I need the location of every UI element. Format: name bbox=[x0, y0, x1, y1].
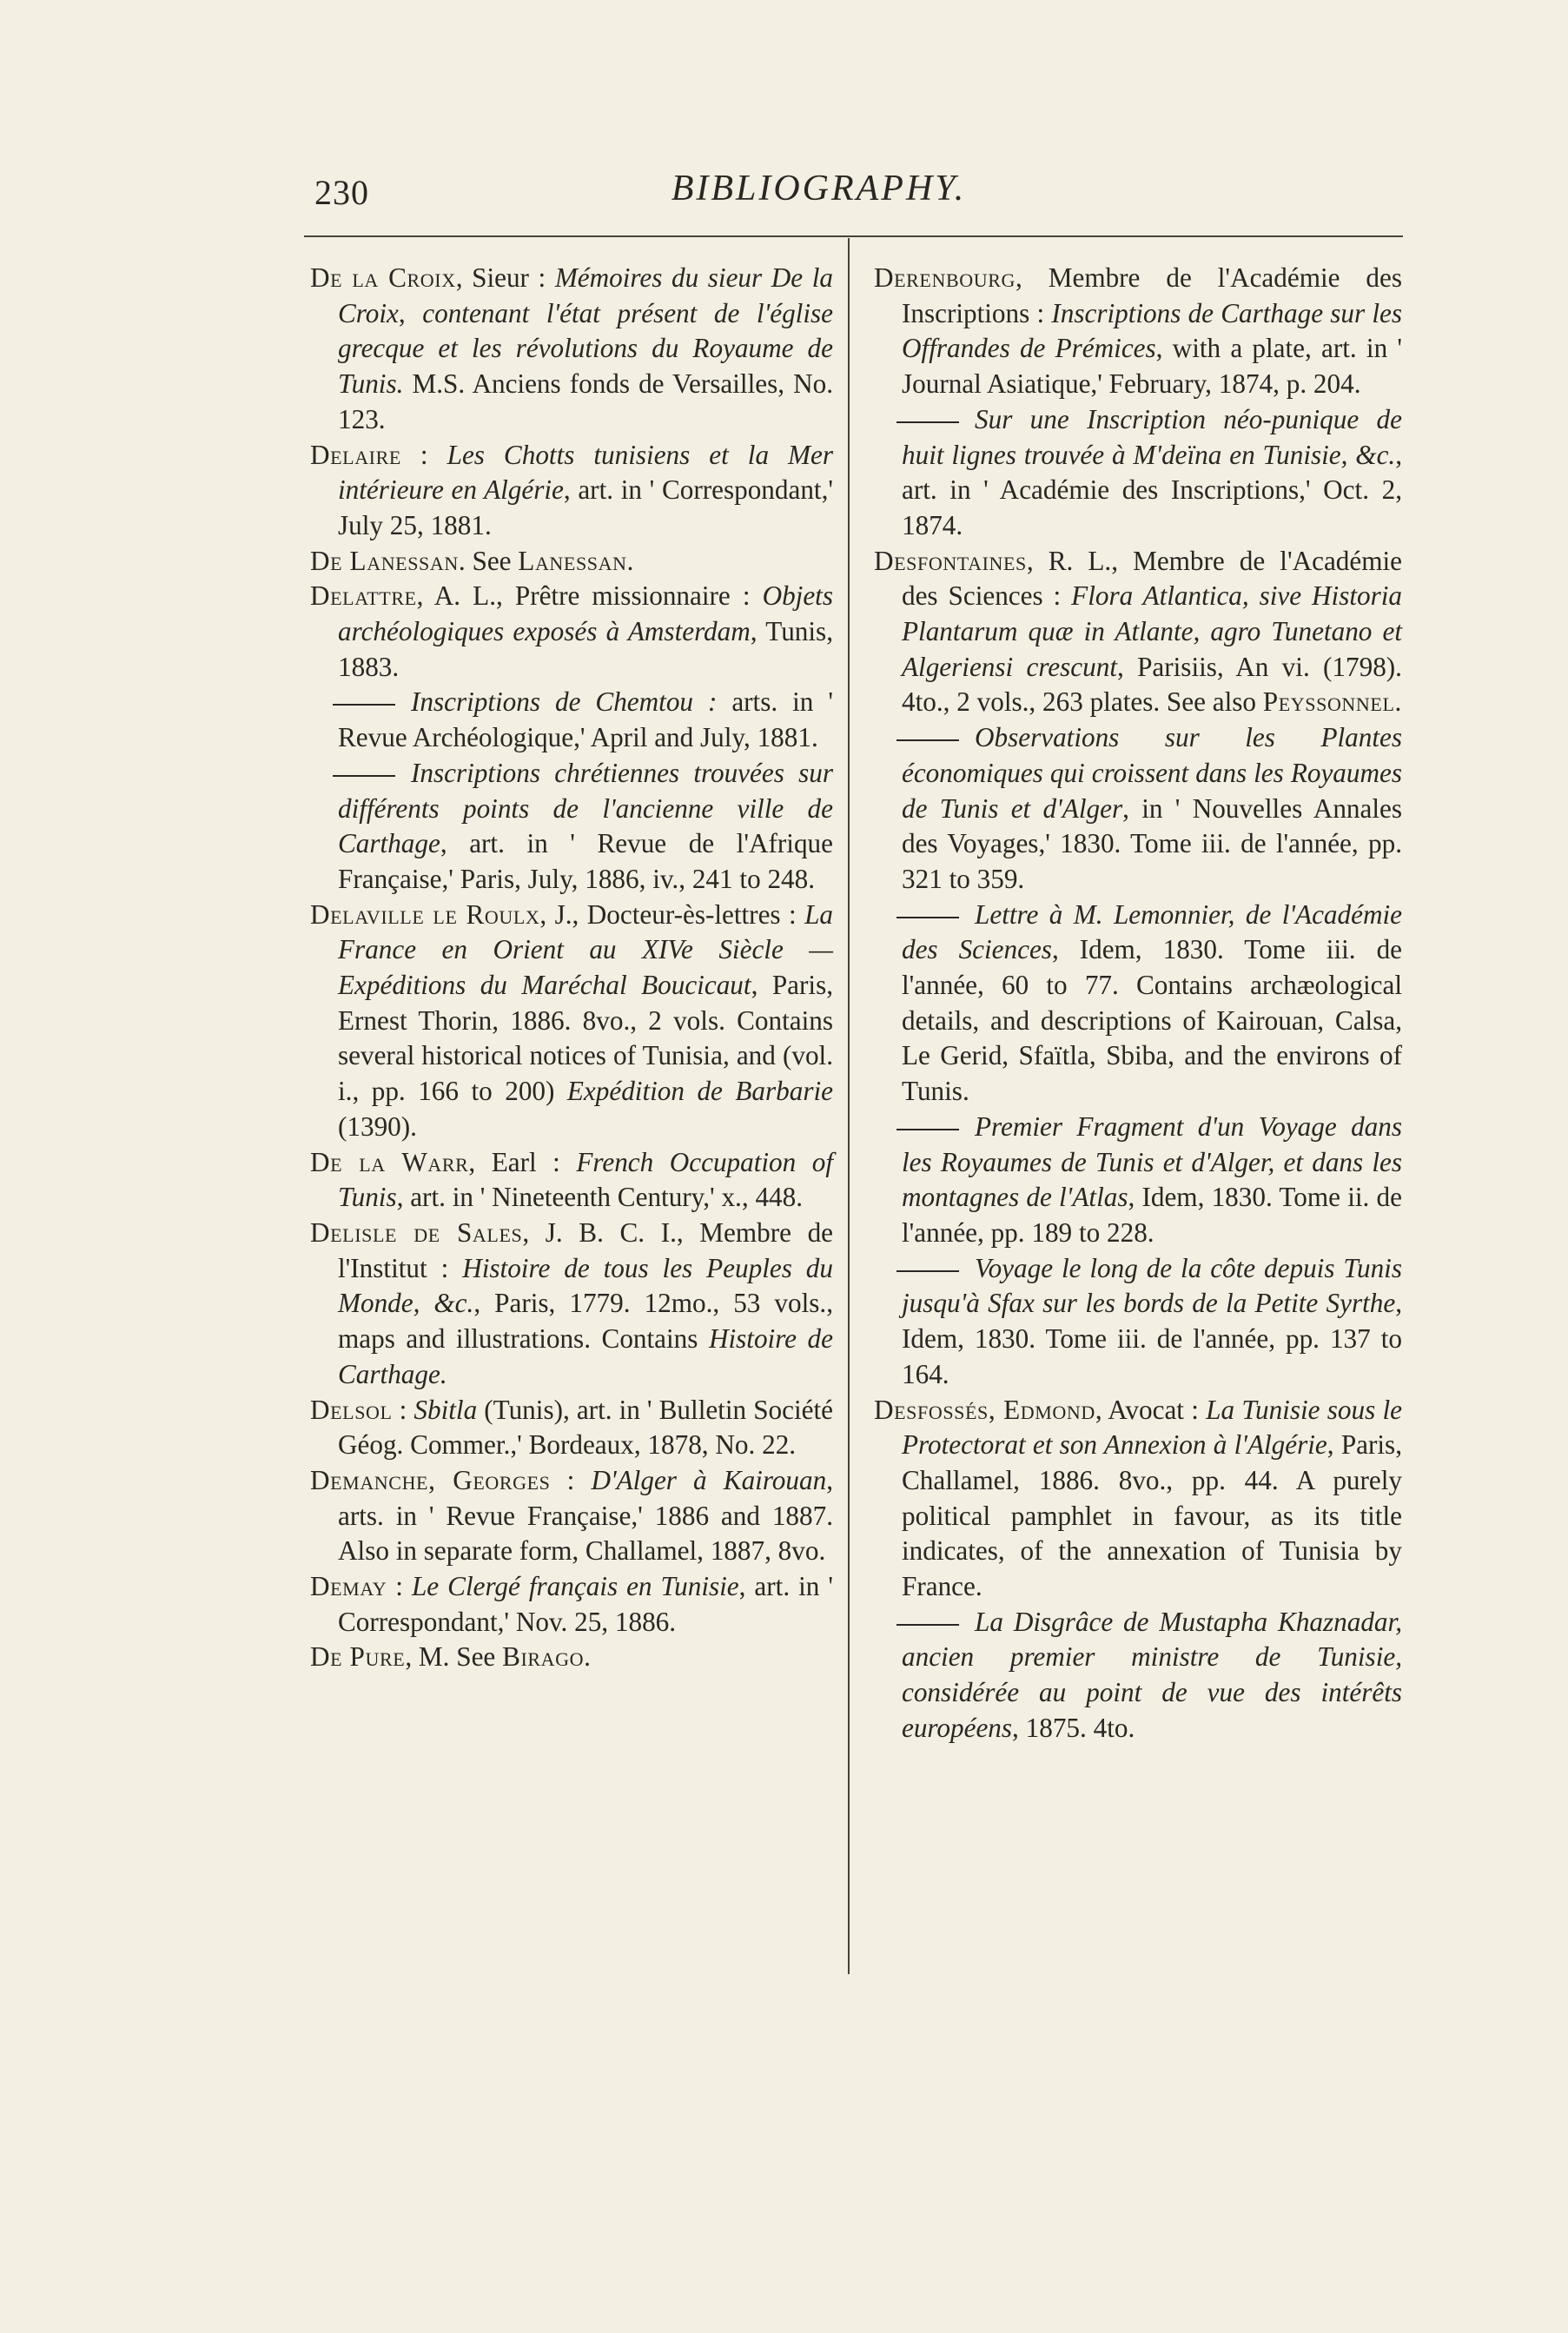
entry-text: , Paris, 1779. 12mo., 53 vols., maps and illustrations. Contains bbox=[338, 1288, 833, 1355]
entry-text: , Paris, Challamel, 1886. 8vo., pp. 44. A purely political pamphlet in favour, as its title indicates, of the annexation of Tunisia by France. bbox=[902, 1429, 1402, 1602]
entry-text: , arts. in ' Revue Française,' 1886 and 1887. Also in separate form, Challamel, 1887, 8vo. bbox=[338, 1464, 833, 1567]
entry-text: , Parisiis, An vi. (1798). 4to., 2 vols., 263 plates. See also bbox=[902, 651, 1402, 718]
column-divider bbox=[848, 238, 850, 1974]
entry-title: contenant l'état présent de l'église grecque et les révolutions du Royaume de Tunis. bbox=[338, 297, 833, 400]
bibliography-entry bbox=[310, 261, 833, 438]
entry-text: . See bbox=[458, 545, 519, 576]
entry-text: , art. in ' Correspondant,' July 25, 1881. bbox=[338, 474, 833, 540]
entry-text: , J., Docteur-ès-lettres : bbox=[539, 898, 805, 930]
entry-title: Sur une Inscription néo-punique de huit lignes trouvée à M'deïna en Tunisie, &c. bbox=[902, 403, 1402, 470]
bibliography-entry bbox=[310, 1640, 833, 1675]
entry-text: , with a plate, art. in ' Journal Asiatique,' February, 1874, p. 204. bbox=[902, 333, 1402, 400]
entry-title: Mémoires du sieur De la Croix bbox=[338, 262, 833, 328]
entry-author: Demanche, Georges bbox=[310, 1464, 551, 1495]
entry-text: , Paris, Ernest Thorin, 1886. 8vo., 2 vols. Contains several historical notices of Tunisia, and (vol. i., pp. 166 to 200) bbox=[338, 970, 834, 1107]
left-column bbox=[310, 261, 833, 1675]
entry-text: , 1875. 4to. bbox=[1012, 1712, 1135, 1743]
page-number: 230 bbox=[314, 173, 369, 212]
bibliography-sub-entry bbox=[874, 402, 1402, 544]
bibliography-sub-entry bbox=[874, 1251, 1402, 1393]
entry-text: , Idem, 1830. Tome ii. de l'année, pp. 189 to 228. bbox=[902, 1182, 1402, 1248]
entry-title: Expédition de Barbarie bbox=[566, 1076, 833, 1107]
entry-text: , J. B. C. I., Membre de l'Institut : bbox=[338, 1216, 834, 1283]
entry-text: , Sieur : bbox=[455, 262, 555, 293]
entry-title: La France en Orient au XIVe Siècle — Expéditions du Maréchal Boucicaut bbox=[338, 898, 834, 1001]
bibliography-sub-entry bbox=[874, 898, 1402, 1110]
entry-title: Histoire de tous les Peuples du Monde, &c. bbox=[338, 1252, 833, 1319]
running-head: BIBLIOGRAPHY. bbox=[671, 169, 967, 209]
entry-title: Flora Atlantica, sive Historia Plantarum quæ in Atlante, agro Tunetano et Algeriensi crescunt bbox=[902, 580, 1402, 682]
entry-author: Desfontaines bbox=[874, 545, 1027, 576]
entry-text: , A. L., Prêtre missionnaire : bbox=[416, 580, 763, 612]
entry-title: Premier Fragment d'un Voyage dans les Royaumes de Tunis et d'Alger, et dans les montagnes de l'Atlas bbox=[902, 1110, 1402, 1213]
entry-author: Peyssonnel bbox=[1262, 686, 1395, 718]
entry-text: , art. in ' Correspondant,' Nov. 25, 1886. bbox=[338, 1571, 833, 1637]
entry-author: Derenbourg bbox=[874, 262, 1016, 293]
ditto-dash bbox=[896, 1129, 959, 1130]
bibliography-entry bbox=[310, 1569, 833, 1640]
bibliography-entry bbox=[310, 898, 833, 1145]
entry-text: : bbox=[392, 1394, 414, 1425]
entry-text: , Idem, 1830. Tome iii. de l'année, 60 to 77. Contains archæological details, and descriptions of Kairouan, Calsa, Le Gerid, Sfaïtla, Sbiba, and the environs of Tunis. bbox=[902, 934, 1403, 1107]
entry-text: , art. in ' Académie des Inscriptions,' Oct. 2, 1874. bbox=[902, 439, 1402, 540]
entry-text: . bbox=[584, 1641, 591, 1673]
entry-text: , in ' Nouvelles Annales des Voyages,' 1830. Tome iii. de l'année, pp. 321 to 359. bbox=[902, 792, 1403, 894]
entry-author: De la Croix bbox=[310, 262, 456, 293]
entry-title: Voyage le long de la côte depuis Tunis jusqu'à Sfax sur les bords de la Petite Syrthe bbox=[902, 1252, 1402, 1319]
entry-title: French Occupation of Tunis bbox=[338, 1146, 833, 1213]
entry-title: La Tunisie sous le Protectorat et son Annexion à l'Algérie bbox=[902, 1394, 1402, 1461]
entry-title: Sbitla bbox=[414, 1394, 478, 1425]
entry-text: : bbox=[550, 1464, 592, 1495]
entry-text: , Avocat : bbox=[1095, 1394, 1207, 1425]
right-column bbox=[874, 261, 1402, 1746]
entry-title: Inscriptions chrétiennes trouvées sur différents points de l'ancienne ville de Carthage bbox=[338, 757, 833, 859]
bibliography-entry bbox=[310, 1145, 833, 1216]
ditto-dash bbox=[333, 775, 395, 777]
entry-title: Observations sur les Plantes économiques qui croissent dans les Royaumes de Tunis et d'Alger bbox=[902, 722, 1402, 824]
bibliography-entry bbox=[874, 1393, 1402, 1605]
entry-text: , Earl : bbox=[468, 1146, 577, 1177]
entry-title: Histoire de Carthage. bbox=[338, 1323, 833, 1389]
entry-author: Lanessan bbox=[518, 545, 627, 576]
entry-text: , M. See bbox=[405, 1641, 503, 1673]
entry-author: De Lanessan bbox=[310, 545, 459, 576]
ditto-dash bbox=[333, 704, 395, 706]
entry-author: Delaire bbox=[310, 439, 401, 470]
bibliography-entry bbox=[310, 1463, 833, 1569]
entry-text: . bbox=[626, 545, 634, 576]
bibliography-entry bbox=[874, 544, 1402, 721]
entry-author: Desfossés, Edmond bbox=[874, 1394, 1095, 1425]
ditto-dash bbox=[896, 739, 959, 741]
header-rule bbox=[304, 235, 1403, 237]
entry-author: Birago bbox=[502, 1641, 585, 1673]
entry-text: M.S. Anciens fonds de Versailles, No. 123. bbox=[338, 368, 833, 434]
entry-author: De la Warr bbox=[310, 1146, 469, 1177]
bibliography-entry bbox=[310, 1216, 833, 1393]
bibliography-entry bbox=[310, 579, 833, 685]
entry-title: Inscriptions de Carthage sur les Offrandes de Prémices bbox=[902, 297, 1402, 364]
entry-title: D'Alger à Kairouan bbox=[591, 1464, 827, 1495]
entry-text: , art. in ' Revue de l'Afrique Française,' Paris, July, 1886, iv., 241 to 248. bbox=[338, 828, 833, 894]
entry-text: , bbox=[398, 297, 423, 328]
ditto-dash bbox=[896, 917, 959, 918]
entry-text: , R. L., Membre de l'Académie des Sciences : bbox=[902, 545, 1402, 612]
bibliography-entry bbox=[310, 544, 833, 580]
entry-title: Les Chotts tunisiens et la Mer intérieure en Algérie bbox=[338, 439, 833, 506]
entry-text: , Tunis, 1883. bbox=[338, 616, 833, 682]
entry-author: Delattre bbox=[310, 580, 417, 612]
bibliography-entry bbox=[310, 438, 833, 544]
entry-text: , Idem, 1830. Tome iii. de l'année, pp. 137 to 164. bbox=[902, 1288, 1402, 1389]
entry-text: (Tunis), art. in ' Bulletin Société Géog. Commer.,' Bordeaux, 1878, No. 22. bbox=[338, 1394, 833, 1461]
entry-title: Le Clergé français en Tunisie bbox=[411, 1571, 739, 1602]
ditto-dash bbox=[896, 1270, 959, 1272]
entry-text: : bbox=[400, 439, 447, 470]
entry-title: Inscriptions de Chemtou : bbox=[411, 686, 718, 718]
entry-text: , Membre de l'Académie des Inscriptions : bbox=[902, 262, 1402, 328]
entry-author: Delsol bbox=[310, 1394, 393, 1425]
entry-text: . bbox=[1394, 686, 1402, 718]
entry-author: Delisle de Sales bbox=[310, 1216, 523, 1248]
entry-text: : bbox=[387, 1571, 412, 1602]
ditto-dash bbox=[896, 421, 959, 423]
entry-title: La Disgrâce de Mustapha Khaznadar, ancien premier ministre de Tunisie, considérée au point de vue des intérêts européens bbox=[902, 1606, 1402, 1743]
bibliography-sub-entry bbox=[874, 720, 1402, 898]
entry-author: De Pure bbox=[310, 1641, 406, 1673]
entry-title: Lettre à M. Lemonnier, de l'Académie des Sciences bbox=[902, 898, 1402, 965]
entry-author: Demay bbox=[310, 1571, 387, 1602]
entry-author: Delaville le Roulx bbox=[310, 898, 540, 930]
ditto-dash bbox=[896, 1624, 959, 1626]
entry-text: , art. in ' Nineteenth Century,' x., 448. bbox=[396, 1182, 804, 1213]
entry-text: (1390). bbox=[338, 1110, 417, 1142]
bibliography-entry bbox=[874, 261, 1402, 402]
bibliography-sub-entry bbox=[310, 685, 833, 755]
entry-text: arts. in ' Revue Archéologique,' April and July, 1881. bbox=[338, 686, 833, 753]
bibliography-sub-entry bbox=[874, 1110, 1402, 1251]
bibliography-sub-entry bbox=[874, 1605, 1402, 1746]
entry-title: Objets archéologiques exposés à Amsterdam bbox=[338, 580, 833, 647]
bibliography-entry bbox=[310, 1393, 833, 1463]
bibliography-sub-entry bbox=[310, 756, 833, 898]
